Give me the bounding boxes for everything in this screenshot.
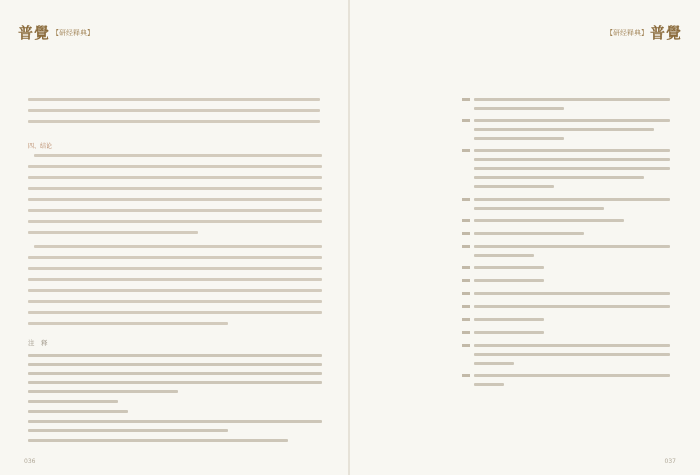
footnote-line — [28, 410, 128, 413]
note-number — [462, 149, 470, 152]
note-line — [474, 344, 670, 347]
text-line — [28, 300, 322, 303]
section-tag: 【研经释典】 — [605, 28, 648, 37]
note-line — [474, 219, 624, 222]
note-number — [462, 219, 470, 222]
text-line — [34, 245, 322, 248]
text-line — [28, 278, 322, 281]
note-line — [474, 158, 670, 161]
note-number — [462, 198, 470, 201]
text-line — [28, 120, 320, 123]
footnote-line — [28, 390, 178, 393]
text-line — [28, 289, 322, 292]
note-number — [462, 245, 470, 248]
note-line — [474, 362, 514, 365]
note-number — [462, 374, 470, 377]
note-line — [474, 207, 604, 210]
text-line — [28, 198, 322, 201]
note-line — [474, 383, 504, 386]
page-number: 036 — [24, 458, 36, 465]
text-line — [28, 187, 322, 190]
notes-heading: 注 释 — [28, 339, 48, 347]
text-line — [28, 267, 322, 270]
note-number — [462, 232, 470, 235]
note-number — [462, 331, 470, 334]
note-number — [462, 279, 470, 282]
note-line — [474, 128, 654, 131]
note-line — [474, 149, 670, 152]
footnote-line — [28, 429, 228, 432]
text-line — [28, 231, 198, 234]
text-line — [28, 176, 322, 179]
note-number — [462, 98, 470, 101]
note-line — [474, 318, 544, 321]
note-line — [474, 119, 670, 122]
page-number: 037 — [664, 458, 676, 465]
note-line — [474, 137, 564, 140]
note-line — [474, 331, 544, 334]
running-head-right — [606, 22, 682, 43]
note-line — [474, 176, 644, 179]
text-line — [28, 209, 322, 212]
note-line — [474, 266, 544, 269]
text-line — [28, 220, 322, 223]
note-number — [462, 344, 470, 347]
footnote-line — [28, 420, 322, 423]
note-line — [474, 279, 544, 282]
note-line — [474, 185, 554, 188]
footnote-line — [28, 354, 322, 357]
left-page — [0, 0, 348, 475]
note-line — [474, 305, 670, 308]
conclusion-heading: 四、结论 — [28, 143, 53, 150]
section-tag: 【研经释典】 — [52, 28, 95, 37]
footnote-line — [28, 400, 118, 403]
note-number — [462, 266, 470, 269]
note-line — [474, 232, 584, 235]
text-line — [28, 165, 322, 168]
text-line — [28, 322, 228, 325]
footnote-line — [28, 372, 322, 375]
note-number — [462, 305, 470, 308]
note-number — [462, 119, 470, 122]
text-line — [28, 256, 322, 259]
note-line — [474, 292, 670, 295]
note-number — [462, 292, 470, 295]
note-line — [474, 167, 670, 170]
footnote-line — [28, 381, 322, 384]
publication-logo: 普覺 — [18, 24, 51, 42]
text-line — [28, 109, 320, 112]
publication-logo: 普覺 — [649, 24, 682, 42]
note-line — [474, 374, 670, 377]
text-line — [34, 154, 322, 157]
text-line — [28, 311, 322, 314]
note-line — [474, 245, 670, 248]
note-line — [474, 98, 670, 101]
right-page — [350, 0, 700, 475]
note-line — [474, 254, 534, 257]
running-head-left — [18, 22, 94, 43]
footnote-line — [28, 439, 288, 442]
text-line — [28, 98, 320, 101]
note-line — [474, 198, 670, 201]
footnote-line — [28, 363, 322, 366]
note-number — [462, 318, 470, 321]
note-line — [474, 107, 564, 110]
note-line — [474, 353, 670, 356]
